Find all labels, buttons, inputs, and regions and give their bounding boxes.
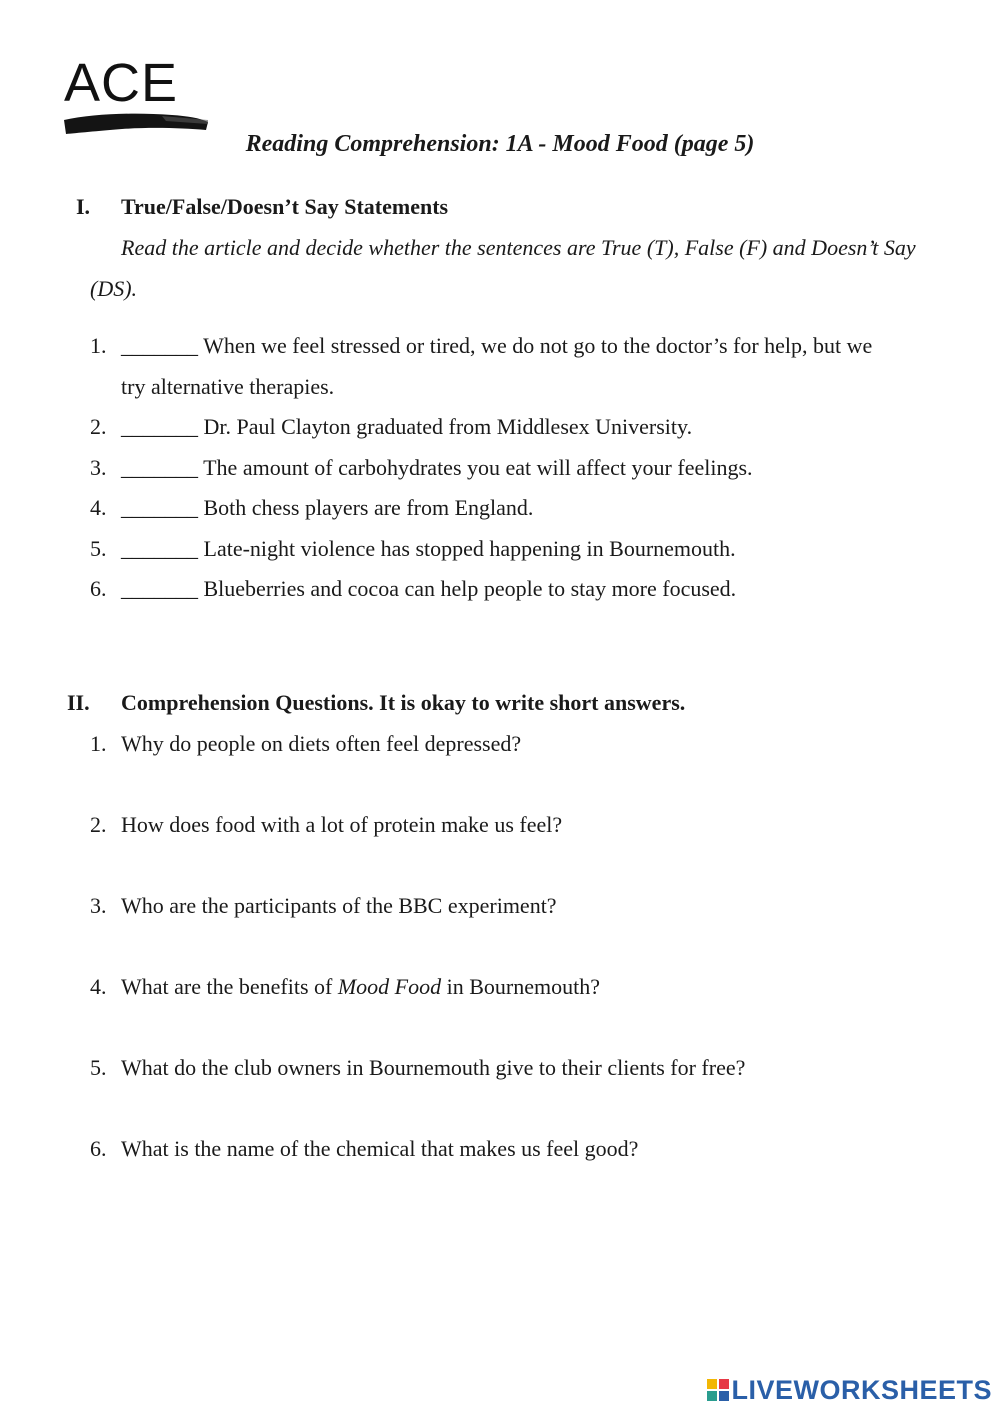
statement-body: Late-night violence has stopped happening in Bournemouth. (203, 536, 736, 561)
statement-body: Both chess players are from England. (203, 495, 534, 520)
question-text: Why do people on diets often feel depressed? (121, 731, 522, 756)
statement-body: Blueberries and cocoa can help people to stay more focused. (203, 576, 737, 601)
section-1-instructions: Read the article and decide whether the sentences are True (T), False (F) and Doesn’t Say (DS). (90, 235, 916, 301)
liveworksheets-brand (707, 1375, 992, 1405)
item-number: 3. (90, 893, 107, 918)
item-number: 4. (90, 495, 107, 520)
statement-body: Dr. Paul Clayton graduated from Middlesex University. (203, 414, 693, 439)
item-number: 6. (90, 576, 107, 601)
question-text: What do the club owners in Bournemouth give to their clients for free? (121, 1055, 746, 1080)
item-number: 4. (90, 974, 107, 999)
statement-text (121, 325, 941, 407)
answer-blank[interactable]: _______ (121, 495, 198, 520)
question-text: Who are the participants of the BBC experiment? (121, 893, 557, 918)
question-text-post: in Bournemouth? (441, 974, 600, 999)
question-text-emphasis: Mood Food (337, 974, 442, 999)
statement-text (121, 447, 941, 488)
item-number: 5. (90, 1055, 107, 1080)
item-number: 2. (90, 812, 107, 837)
item-number: 1. (90, 731, 107, 756)
question-text-pre: What are the benefits of (121, 974, 338, 999)
statement-text (121, 568, 941, 609)
answer-blank[interactable]: _______ (121, 414, 198, 439)
answer-blank[interactable]: _______ (121, 333, 198, 358)
item-number: 3. (90, 455, 107, 480)
question-text: What is the name of the chemical that makes us feel good? (121, 1136, 639, 1161)
ace-logo (62, 54, 212, 138)
statement-text (121, 487, 941, 528)
liveworksheets-icon (707, 1379, 729, 1401)
item-number: 2. (90, 414, 107, 439)
statement-line-1: When we feel stressed or tired, we do not go to the doctor’s for help, but we (203, 333, 873, 358)
item-number: 5. (90, 536, 107, 561)
statement-line-2: try alternative therapies. (121, 374, 335, 399)
statement-text (121, 528, 941, 569)
section-2-numeral: II. (67, 690, 90, 715)
section-1-numeral: I. (76, 194, 91, 219)
logo-text: ACE (64, 53, 179, 113)
item-number: 1. (90, 333, 107, 358)
item-number: 6. (90, 1136, 107, 1161)
answer-blank[interactable]: _______ (121, 455, 198, 480)
brand-text: LIVEWORKSHEETS (731, 1374, 992, 1405)
question-text (121, 966, 941, 1007)
statement-body: The amount of carbohydrates you eat will affect your feelings. (203, 455, 753, 480)
section-1-heading: True/False/Doesn’t Say Statements (121, 194, 449, 219)
question-text: How does food with a lot of protein make us feel? (121, 812, 563, 837)
statement-text (121, 406, 941, 447)
answer-blank[interactable]: _______ (121, 576, 198, 601)
answer-blank[interactable]: _______ (121, 536, 198, 561)
section-2-heading: Comprehension Questions. It is okay to write short answers. (121, 690, 686, 715)
page-title: Reading Comprehension: 1A - Mood Food (page 5) (245, 131, 755, 157)
